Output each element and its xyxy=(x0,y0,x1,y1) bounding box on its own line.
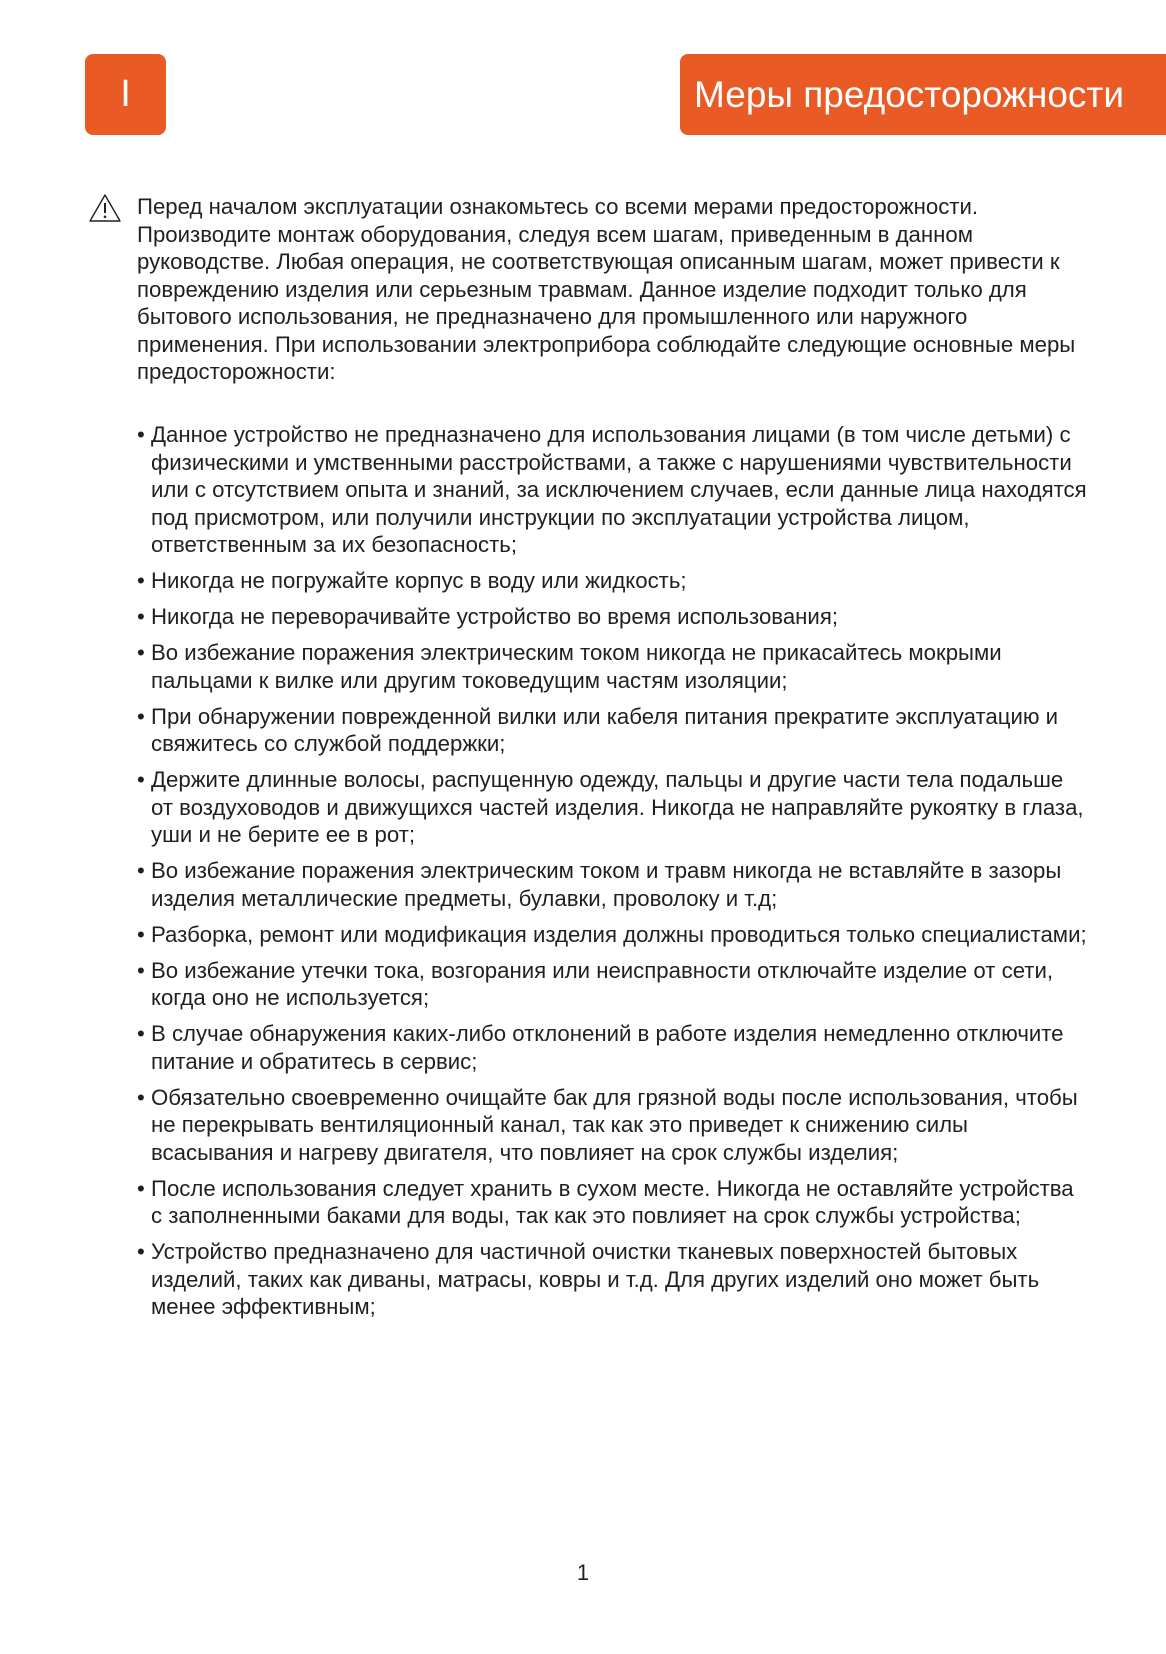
list-item-text: Во избежание утечки тока, возгорания или неисправности отключайте изделие от сети, когда оно не используется; xyxy=(151,957,1054,1010)
list-item xyxy=(137,639,1087,694)
list-item xyxy=(137,703,1087,758)
list-item-text: Держите длинные волосы, распущенную одежду, пальцы и другие части тела подальше от воздуховодов и движущихся частей изделия. Никогда не направляйте рукоятку в глаза, уши и не берите ее в рот; xyxy=(151,767,1084,847)
list-item-text: Обязательно своевременно очищайте бак для грязной воды после использования, чтобы не перекрывать вентиляционный канал, так как это приведет к снижению силы всасывания и нагреву двигателя, что повлияет на срок службы изделия; xyxy=(151,1084,1078,1165)
list-item xyxy=(137,603,1087,631)
list-item xyxy=(137,567,1087,595)
list-item xyxy=(137,1020,1087,1075)
list-item-text: Во избежание поражения электрическим током и травм никогда не вставляйте в зазоры изделия металлические предметы, булавки, проволоку и т.д; xyxy=(151,858,1062,911)
list-item-text: После использования следует хранить в сухом месте. Никогда не оставляйте устройства с заполненными баками для воды, так как это повлияет на срок службы устройства; xyxy=(151,1175,1074,1228)
list-item xyxy=(137,1175,1087,1230)
list-item-text: При обнаружении поврежденной вилки или кабеля питания прекратите эксплуатацию и свяжитесь со службой поддержки; xyxy=(151,703,1059,756)
list-item-text: Устройство предназначено для частичной очистки тканевых поверхностей бытовых изделий, таких как диваны, матрасы, ковры и т.д. Для других изделий оно может быть менее эффективным; xyxy=(151,1239,1040,1319)
list-item xyxy=(137,766,1087,849)
page-number: 1 xyxy=(576,1560,590,1585)
intro-paragraph: Перед началом эксплуатации ознакомьтесь со всеми мерами предосторожности. Производите монтаж оборудования, следуя всем шагам, приведенным в данном руководстве. Любая операция, не соответствующая описанным шагам, может привести к повреждению изделия или серьезным травмам. Данное изделие подходит только для бытового использования, не предназначено для промышленного или наружного применения. При использовании электроприбора соблюдайте следующие основные меры предосторожности: xyxy=(137,194,1076,384)
section-number-badge: I xyxy=(85,54,166,135)
list-item xyxy=(137,921,1087,949)
bullet-marker: • xyxy=(137,1021,145,1046)
list-item-text: Никогда не погружайте корпус в воду или жидкость; xyxy=(151,568,687,593)
bullet-marker: • xyxy=(137,957,145,983)
list-item xyxy=(137,1238,1087,1321)
precautions-list xyxy=(137,421,1087,1329)
warning-triangle-icon xyxy=(88,193,122,223)
page-title: Меры предосторожности xyxy=(680,54,1166,135)
bullet-marker: • xyxy=(137,1175,145,1201)
bullet-marker: • xyxy=(137,604,145,629)
list-item xyxy=(137,957,1087,1012)
intro-block xyxy=(88,193,1078,386)
bullet-marker: • xyxy=(137,767,145,792)
bullet-marker: • xyxy=(137,568,145,593)
list-item-text: Никогда не переворачивайте устройство во время использования; xyxy=(151,604,838,629)
list-item-text: Разборка, ремонт или модификация изделия должны проводиться только специалистами; xyxy=(151,921,1087,947)
bullet-marker: • xyxy=(137,1084,145,1110)
bullet-marker: • xyxy=(137,703,145,729)
bullet-marker: • xyxy=(137,1239,145,1264)
list-item xyxy=(137,1084,1087,1167)
bullet-marker: • xyxy=(137,921,145,947)
bullet-marker: • xyxy=(137,858,145,883)
list-item xyxy=(137,857,1087,912)
list-item-text: Данное устройство не предназначено для использования лицами (в том числе детьми) с физическими и умственными расстройствами, а также с нарушениями чувствительности или с отсутствием опыта и знаний, за исключением случаев, если данные лица находятся под присмотром, или получили инструкции по эксплуатации устройства лицом, ответственным за их безопасность; xyxy=(151,422,1087,557)
list-item xyxy=(137,421,1087,559)
bullet-marker: • xyxy=(137,422,145,447)
list-item-text: Во избежание поражения электрическим током никогда не прикасайтесь мокрыми пальцами к вилке или другим токоведущим частям изоляции; xyxy=(151,640,1002,693)
list-item-text: В случае обнаружения каких-либо отклонений в работе изделия немедленно отключите питание и обратитесь в сервис; xyxy=(151,1021,1064,1074)
bullet-marker: • xyxy=(137,640,145,665)
